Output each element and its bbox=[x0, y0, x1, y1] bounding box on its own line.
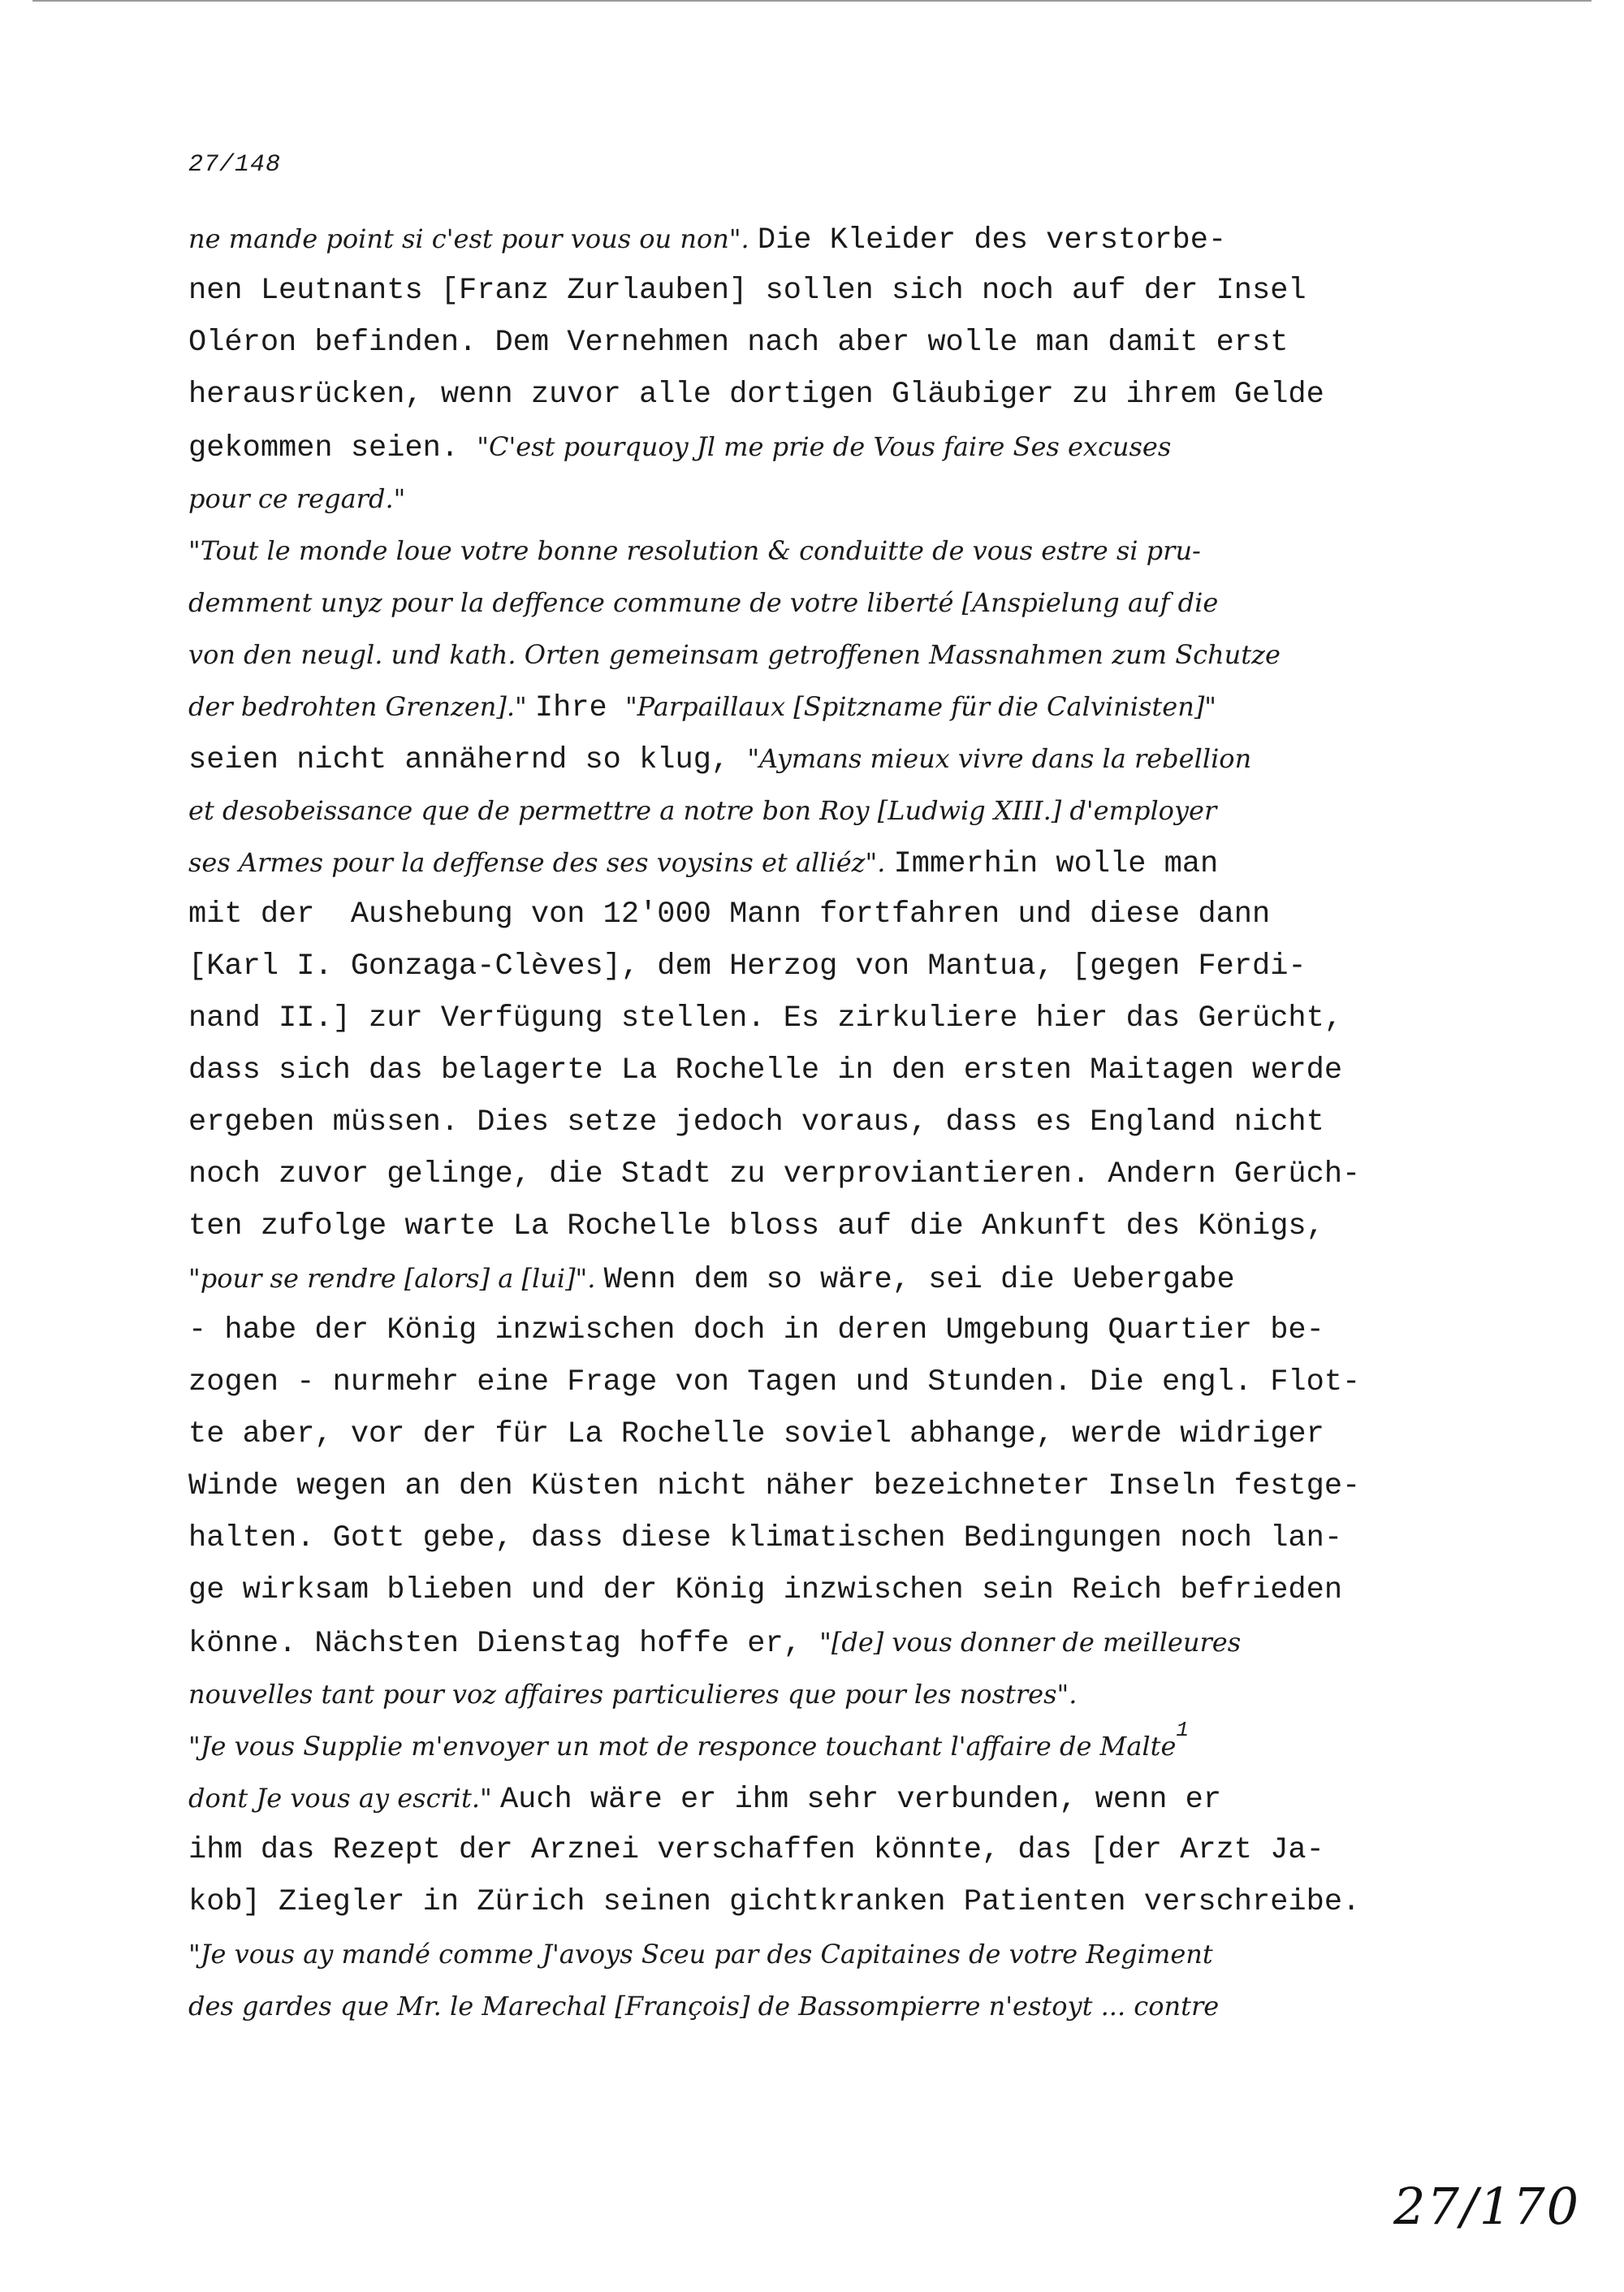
text-line bbox=[188, 317, 1455, 369]
text-segment: nen Leutnants [Franz Zurlauben] sollen sich noch auf der Insel bbox=[188, 274, 1307, 308]
body-text bbox=[188, 213, 1455, 2032]
quotation-segment: ne mande point si c'est pour vous ou non". bbox=[188, 223, 758, 254]
text-segment: Ihre bbox=[534, 691, 625, 725]
quotation-segment: "pour se rendre [alors] a [lui]". bbox=[188, 1263, 604, 1294]
text-line bbox=[188, 421, 1455, 473]
text-line bbox=[188, 525, 1455, 577]
text-line bbox=[188, 1512, 1455, 1564]
text-segment: ten zufolge warte La Rochelle bloss auf die Ankunft des Königs, bbox=[188, 1209, 1324, 1243]
text-line bbox=[188, 889, 1455, 941]
text-segment: herausrücken, wenn zuvor alle dortigen Gläubiger zu ihrem Gelde bbox=[188, 378, 1324, 412]
text-segment: nand II.] zur Verfügung stellen. Es zirkuliere hier das Gerücht, bbox=[188, 1001, 1343, 1036]
text-segment: könne. Nächsten Dienstag hoffe er, bbox=[188, 1627, 820, 1661]
quotation-segment: nouvelles tant pour voz affaires particulieres que pour les nostres". bbox=[188, 1679, 1078, 1710]
quotation-segment: der bedrohten Grenzen]." bbox=[188, 691, 535, 722]
text-line bbox=[188, 265, 1455, 317]
quotation-segment: von den neugl. und kath. Orten gemeinsam getroffenen Massnahmen zum Schutze bbox=[188, 639, 1281, 670]
text-line bbox=[188, 1252, 1455, 1304]
text-segment: ge wirksam blieben und der König inzwischen sein Reich befrieden bbox=[188, 1573, 1343, 1607]
quotation-segment: des gardes que Mr. le Marechal [François] de Bassompierre n'estoyt ... contre bbox=[188, 1991, 1220, 2022]
quotation-segment: ses Armes pour la deffense des ses voysins et alliéz". bbox=[188, 847, 894, 878]
text-segment: halten. Gott gebe, dass diese klimatischen Bedingungen noch lan- bbox=[188, 1521, 1343, 1555]
text-segment: zogen - nurmehr eine Frage von Tagen und Stunden. Die engl. Flot- bbox=[188, 1365, 1361, 1399]
text-line bbox=[188, 837, 1455, 889]
text-segment: - habe der König inzwischen doch in deren Umgebung Quartier be- bbox=[188, 1313, 1324, 1347]
text-line bbox=[188, 1096, 1455, 1148]
text-line bbox=[188, 1044, 1455, 1096]
text-segment: Die Kleider des verstorbe- bbox=[757, 223, 1227, 257]
quotation-segment: et desobeissance que de permettre a notre bon Roy [Ludwig XIII.] d'employer bbox=[188, 795, 1217, 826]
text-line bbox=[188, 369, 1455, 421]
text-segment: Winde wegen an den Küsten nicht näher bezeichneter Inseln festge- bbox=[188, 1469, 1361, 1503]
text-line bbox=[188, 577, 1455, 629]
text-line bbox=[188, 473, 1455, 525]
text-line bbox=[188, 1304, 1455, 1356]
quotation-segment: dont Je vous ay escrit." bbox=[188, 1783, 500, 1814]
text-line bbox=[188, 1980, 1455, 2032]
text-line bbox=[188, 1356, 1455, 1408]
text-segment: Oléron befinden. Dem Vernehmen nach aber wolle man damit erst bbox=[188, 326, 1289, 360]
text-segment: dass sich das belagerte La Rochelle in den ersten Maitagen werde bbox=[188, 1053, 1343, 1088]
text-line bbox=[188, 1148, 1455, 1200]
text-segment: ergeben müssen. Dies setze jedoch voraus, dass es England nicht bbox=[188, 1105, 1324, 1140]
quotation-segment: "Parpaillaux [Spitzname für die Calvinisten]" bbox=[624, 691, 1217, 722]
quotation-segment: "[de] vous donner de meilleures bbox=[819, 1627, 1242, 1658]
text-line bbox=[188, 1460, 1455, 1512]
text-segment: kob] Ziegler in Zürich seinen gichtkranken Patienten verschreibe. bbox=[188, 1885, 1361, 1919]
footnote-marker: 1 bbox=[1176, 1718, 1190, 1742]
text-line bbox=[188, 992, 1455, 1044]
text-line bbox=[188, 629, 1455, 681]
quotation-segment: pour ce regard." bbox=[188, 483, 406, 514]
text-line bbox=[188, 213, 1455, 265]
text-line bbox=[188, 1876, 1455, 1928]
text-line bbox=[188, 1668, 1455, 1720]
text-line bbox=[188, 1564, 1455, 1616]
quotation-segment: "Aymans mieux vivre dans la rebellion bbox=[747, 743, 1252, 774]
text-segment: Wenn dem so wäre, sei die Uebergabe bbox=[603, 1263, 1235, 1297]
text-line bbox=[188, 1408, 1455, 1460]
text-segment: Immerhin wolle man bbox=[893, 847, 1219, 881]
page-reference: 27/148 bbox=[188, 151, 282, 179]
handwritten-page-number: 27/170 bbox=[1393, 2177, 1581, 2236]
quotation-segment: "Je vous ay mandé comme J'avoys Sceu par des Capitaines de votre Regiment bbox=[188, 1939, 1213, 1970]
text-line bbox=[188, 1824, 1455, 1876]
text-line bbox=[188, 1200, 1455, 1252]
text-segment: ihm das Rezept der Arznei verschaffen könnte, das [der Arzt Ja- bbox=[188, 1833, 1324, 1867]
text-segment: te aber, vor der für La Rochelle soviel abhange, werde widriger bbox=[188, 1417, 1324, 1451]
text-segment: noch zuvor gelinge, die Stadt zu verproviantieren. Andern Gerüch- bbox=[188, 1157, 1361, 1191]
quotation-segment: demment unyz pour la deffence commune de votre liberté [Anspielung auf die bbox=[188, 587, 1219, 618]
text-segment: gekommen seien. bbox=[188, 431, 477, 465]
scan-top-edge bbox=[32, 0, 1592, 2]
text-line bbox=[188, 1772, 1455, 1824]
text-line bbox=[188, 785, 1455, 837]
text-line bbox=[188, 1720, 1455, 1772]
text-segment: mit der Aushebung von 12'000 Mann fortfahren und diese dann bbox=[188, 897, 1271, 932]
text-line bbox=[188, 941, 1455, 992]
quotation-segment: "Je vous Supplie m'envoyer un mot de responce touchant l'affaire de Malte bbox=[188, 1731, 1177, 1762]
text-segment: seien nicht annähernd so klug, bbox=[188, 743, 748, 777]
text-segment: [Karl I. Gonzaga-Clèves], dem Herzog von Mantua, [gegen Ferdi- bbox=[188, 949, 1307, 984]
text-segment: Auch wäre er ihm sehr verbunden, wenn er bbox=[499, 1783, 1222, 1817]
text-line bbox=[188, 1928, 1455, 1980]
text-line bbox=[188, 733, 1455, 785]
text-line bbox=[188, 1616, 1455, 1668]
quotation-segment: "C'est pourquoy Jl me prie de Vous faire Ses excuses bbox=[477, 431, 1172, 462]
quotation-segment: "Tout le monde loue votre bonne resolution & conduitte de vous estre si pru- bbox=[188, 535, 1201, 566]
text-line bbox=[188, 681, 1455, 733]
